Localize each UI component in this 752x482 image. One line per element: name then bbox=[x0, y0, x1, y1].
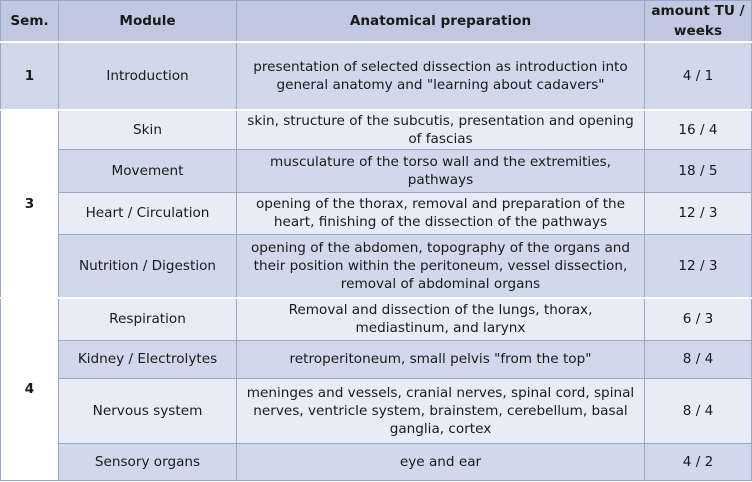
table-row bbox=[1, 443, 752, 480]
module-cell: Kidney / Electrolytes bbox=[59, 340, 237, 378]
amount-cell: 8 / 4 bbox=[645, 340, 752, 378]
semester-cell: 1 bbox=[1, 42, 59, 110]
preparation-cell: opening of the abdomen, topography of the organs and their position within the peritoneum, vessel dissection, removal of abdominal organs bbox=[237, 234, 645, 298]
module-cell: Skin bbox=[59, 110, 237, 149]
header-semester: Sem. bbox=[1, 1, 59, 43]
amount-cell: 4 / 2 bbox=[645, 443, 752, 480]
preparation-cell: musculature of the torso wall and the extremities, pathways bbox=[237, 149, 645, 192]
module-cell: Heart / Circulation bbox=[59, 192, 237, 234]
table-row bbox=[1, 110, 752, 149]
table-row bbox=[1, 42, 752, 110]
amount-cell: 18 / 5 bbox=[645, 149, 752, 192]
preparation-cell: opening of the thorax, removal and preparation of the heart, finishing of the dissection of the pathways bbox=[237, 192, 645, 234]
header-row bbox=[1, 1, 752, 43]
preparation-cell: retroperitoneum, small pelvis "from the top" bbox=[237, 340, 645, 378]
module-cell: Movement bbox=[59, 149, 237, 192]
amount-cell: 8 / 4 bbox=[645, 378, 752, 443]
module-cell: Respiration bbox=[59, 298, 237, 340]
module-cell: Introduction bbox=[59, 42, 237, 110]
table-row bbox=[1, 149, 752, 192]
table-row bbox=[1, 340, 752, 378]
preparation-cell: eye and ear bbox=[237, 443, 645, 480]
preparation-cell: skin, structure of the subcutis, presentation and opening of fascias bbox=[237, 110, 645, 149]
amount-cell: 6 / 3 bbox=[645, 298, 752, 340]
semester-cell: 4 bbox=[1, 298, 59, 480]
header-amount: amount TU / weeks bbox=[645, 1, 752, 43]
semester-cell: 3 bbox=[1, 110, 59, 298]
module-cell: Nutrition / Digestion bbox=[59, 234, 237, 298]
table-row bbox=[1, 234, 752, 298]
header-anatomical-preparation: Anatomical preparation bbox=[237, 1, 645, 43]
amount-cell: 4 / 1 bbox=[645, 42, 752, 110]
amount-cell: 12 / 3 bbox=[645, 192, 752, 234]
preparation-cell: presentation of selected dissection as introduction into general anatomy and "learning about cadavers" bbox=[237, 42, 645, 110]
amount-cell: 12 / 3 bbox=[645, 234, 752, 298]
module-cell: Nervous system bbox=[59, 378, 237, 443]
header-module: Module bbox=[59, 1, 237, 43]
preparation-cell: meninges and vessels, cranial nerves, spinal cord, spinal nerves, ventricle system, brainstem, cerebellum, basal ganglia, cortex bbox=[237, 378, 645, 443]
table-row bbox=[1, 378, 752, 443]
table-row bbox=[1, 192, 752, 234]
table-row bbox=[1, 298, 752, 340]
preparation-cell: Removal and dissection of the lungs, thorax, mediastinum, and larynx bbox=[237, 298, 645, 340]
module-cell: Sensory organs bbox=[59, 443, 237, 480]
amount-cell: 16 / 4 bbox=[645, 110, 752, 149]
